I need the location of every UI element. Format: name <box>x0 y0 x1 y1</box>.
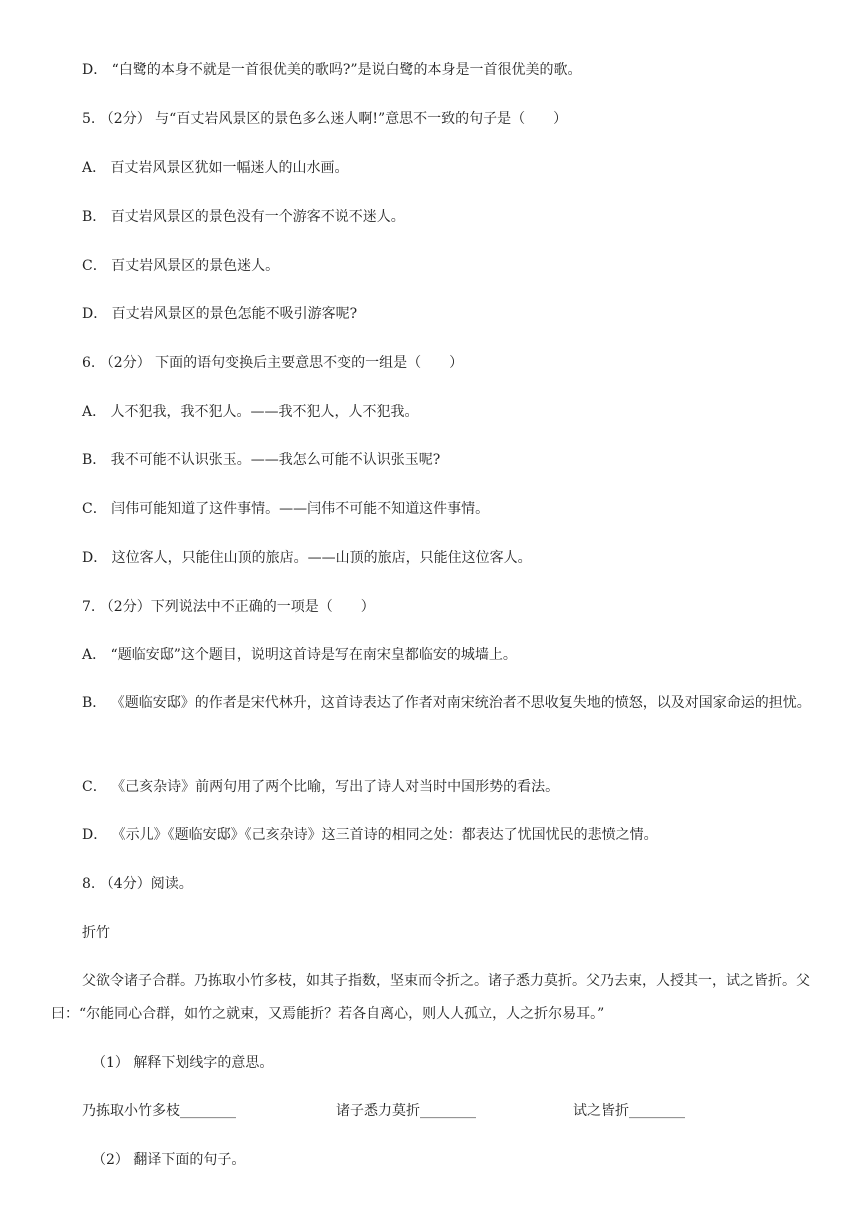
question-5-option-b: B． 百丈岩风景区的景色没有一个游客不说不迷人。 <box>82 209 405 225</box>
passage-title: 折竹 <box>82 925 110 941</box>
question-7-stem: 7. （2分）下列说法中不正确的一项是（ ） <box>82 599 375 615</box>
question-6-option-b: B． 我不可能不认识张玉。——我怎么可能不认识张玉呢? <box>82 452 441 468</box>
fill-blank-1[interactable]: 乃拣取小竹多枝________ <box>82 1103 236 1119</box>
question-7-option-d: D． 《示儿》《题临安邸》《己亥杂诗》这三首诗的相同之处：都表达了忧国忧民的悲愤之情。 <box>82 827 658 843</box>
question-7-option-c: C． 《己亥杂诗》前两句用了两个比喻，写出了诗人对当时中国形势的看法。 <box>82 779 560 795</box>
sub-question-2: （2） 翻译下面的句子。 <box>92 1152 246 1168</box>
question-5-stem: 5. （2分） 与“百丈岩风景区的景色多么迷人啊!”意思不一致的句子是（ ） <box>82 111 568 127</box>
fill-blank-3[interactable]: 试之皆折________ <box>573 1103 685 1119</box>
question-6-option-d: D． 这位客人，只能住山顶的旅店。——山顶的旅店，只能住这位客人。 <box>82 550 532 566</box>
question-7-option-a: A． “题临安邸”这个题目，说明这首诗是写在南宋皇都临安的城墙上。 <box>82 647 517 663</box>
question-5-option-a: A． 百丈岩风景区犹如一幅迷人的山水画。 <box>82 160 349 176</box>
question-6-option-c: C． 闫伟可能知道了这件事情。——闫伟不可能不知道这件事情。 <box>82 501 490 517</box>
question-6-stem: 6. （2分） 下面的语句变换后主要意思不变的一组是（ ） <box>82 355 464 371</box>
passage-text: 父欲令诸子合群。乃拣取小竹多枝，如其子指数，坚束而令折之。诸子悉力莫折。父乃去束，人授其一，试之皆折。父曰：“尔能同心合群，如竹之就束，又焉能折？若各自离心，则人人孤立，人之折尔易耳。” <box>51 973 810 1022</box>
sub-question-1: （1） 解释下划线字的意思。 <box>92 1055 274 1071</box>
question-7-option-b: B． 《题临安邸》的作者是宋代林升，这首诗表达了作者对南宋统治者不思收复失地的愤怒，以及对国家命运的担忧。 <box>82 695 811 711</box>
fill-blank-2[interactable]: 诸子悉力莫折________ <box>336 1103 476 1119</box>
blank-row <box>82 1102 817 1120</box>
question-5-option-d: D． 百丈岩风景区的景色怎能不吸引游客呢? <box>82 306 358 322</box>
question-5-option-c: C． 百丈岩风景区的景色迷人。 <box>82 258 280 274</box>
question-6-option-a: A． 人不犯我，我不犯人。——我不犯人，人不犯我。 <box>82 404 419 420</box>
question-4-option-d: D． “白鹭的本身不就是一首很优美的歌吗?”是说白鹭的本身是一首很优美的歌。 <box>82 62 582 78</box>
question-8-stem: 8. （4分）阅读。 <box>82 876 193 892</box>
